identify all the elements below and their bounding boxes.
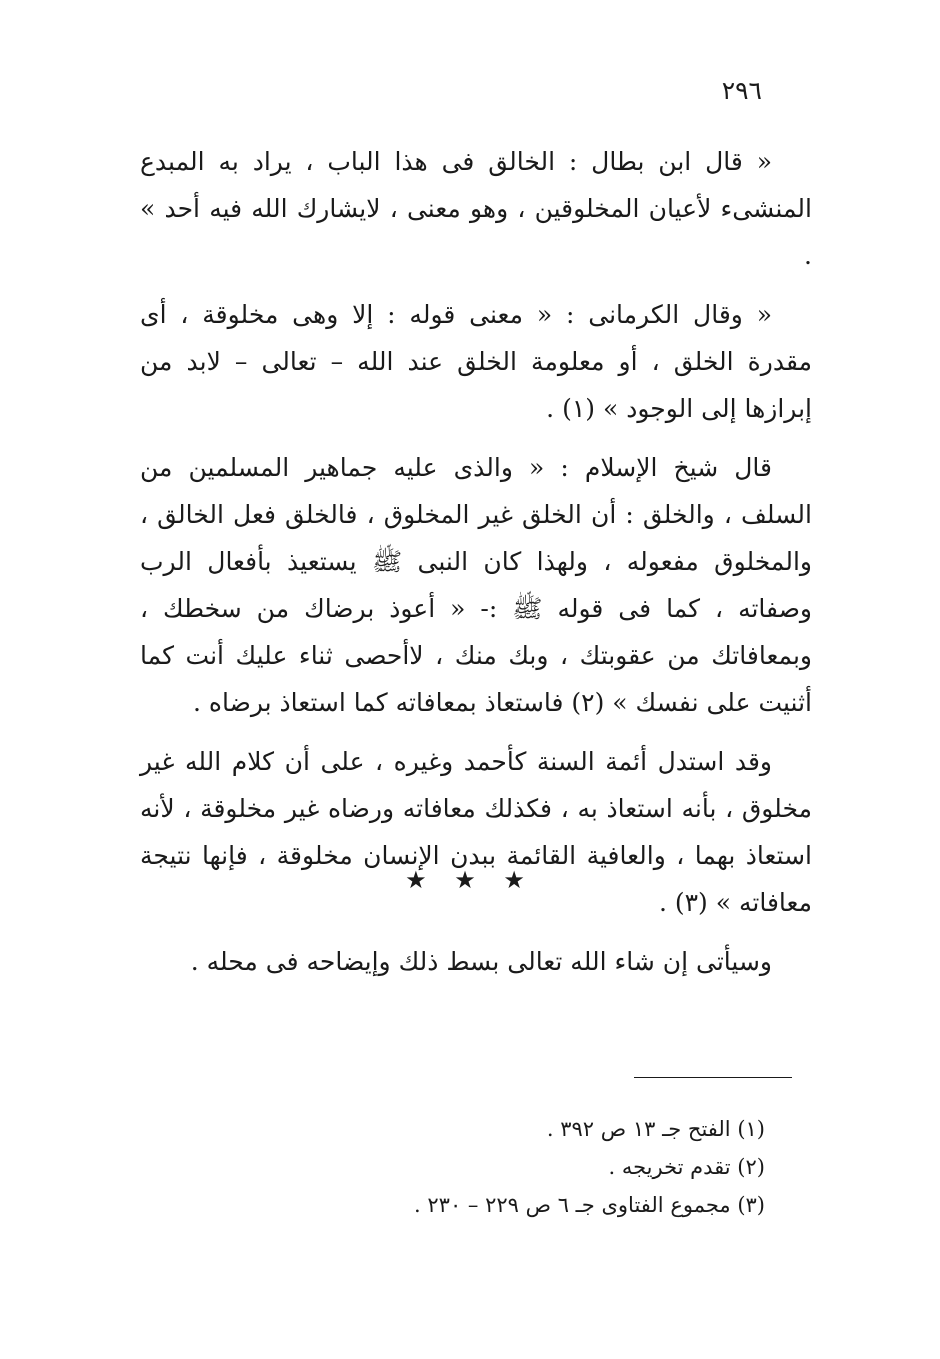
footnote: (٢) تقدم تخريجه . xyxy=(608,1155,765,1179)
footnotes xyxy=(165,1110,765,1224)
paragraph: وقد استدل أئمة السنة كأحمد وغيره ، على أن كلام الله غير مخلوق ، بأنه استعاذ به ، فكذلك معافاته ورضاه غير مخلوقة ، لأنه استعاذ بهما ، والعافية القائمة ببدن الإنسان مخلوقة ، فإنها نتيجة معافاته » (٣) . xyxy=(140,747,812,917)
paragraph: « قال ابن بطال : الخالق فى هذا الباب ، يراد به المبدع المنشىء لأعيان المخلوقين ، وهو معنى ، لايشارك الله فيه أحد » . xyxy=(140,147,812,270)
paragraph: قال شيخ الإسلام : « والذى عليه جماهير المسلمين من السلف ، والخلق : أن الخلق غير المخلوق ، فالخلق فعل الخالق ، والمخلوق مفعوله ، ولهذا كان النبى ﷺ يستعيذ بأفعال الرب وصفاته ، كما فى قوله ﷺ :- « أعوذ برضاك من سخطك ، وبمعافاتك من عقوبتك ، وبك منك ، لاأحصى ثناء عليك أنت كما أثنيت على نفسك » (٢) فاستعاذ بمعافاته كما استعاذ برضاه . xyxy=(140,453,812,717)
section-separator: ★ ★ ★ xyxy=(405,866,535,894)
footnote-divider xyxy=(634,1077,792,1078)
footnote: (٣) مجموع الفتاوى جـ ٦ ص ٢٢٩ – ٢٣٠ . xyxy=(414,1193,765,1217)
paragraph: وسيأتى إن شاء الله تعالى بسط ذلك وإيضاحه فى محله . xyxy=(190,947,772,976)
page-number: ٢٩٦ xyxy=(721,76,762,105)
footnote: (١) الفتح جـ ١٣ ص ٣٩٢ . xyxy=(546,1117,765,1141)
paragraph: « وقال الكرمانى : « معنى قوله : إلا وهى مخلوقة ، أى مقدرة الخلق ، أو معلومة الخلق عند الله – تعالى – لابد من إبرازها إلى الوجود » (١) . xyxy=(140,300,812,423)
